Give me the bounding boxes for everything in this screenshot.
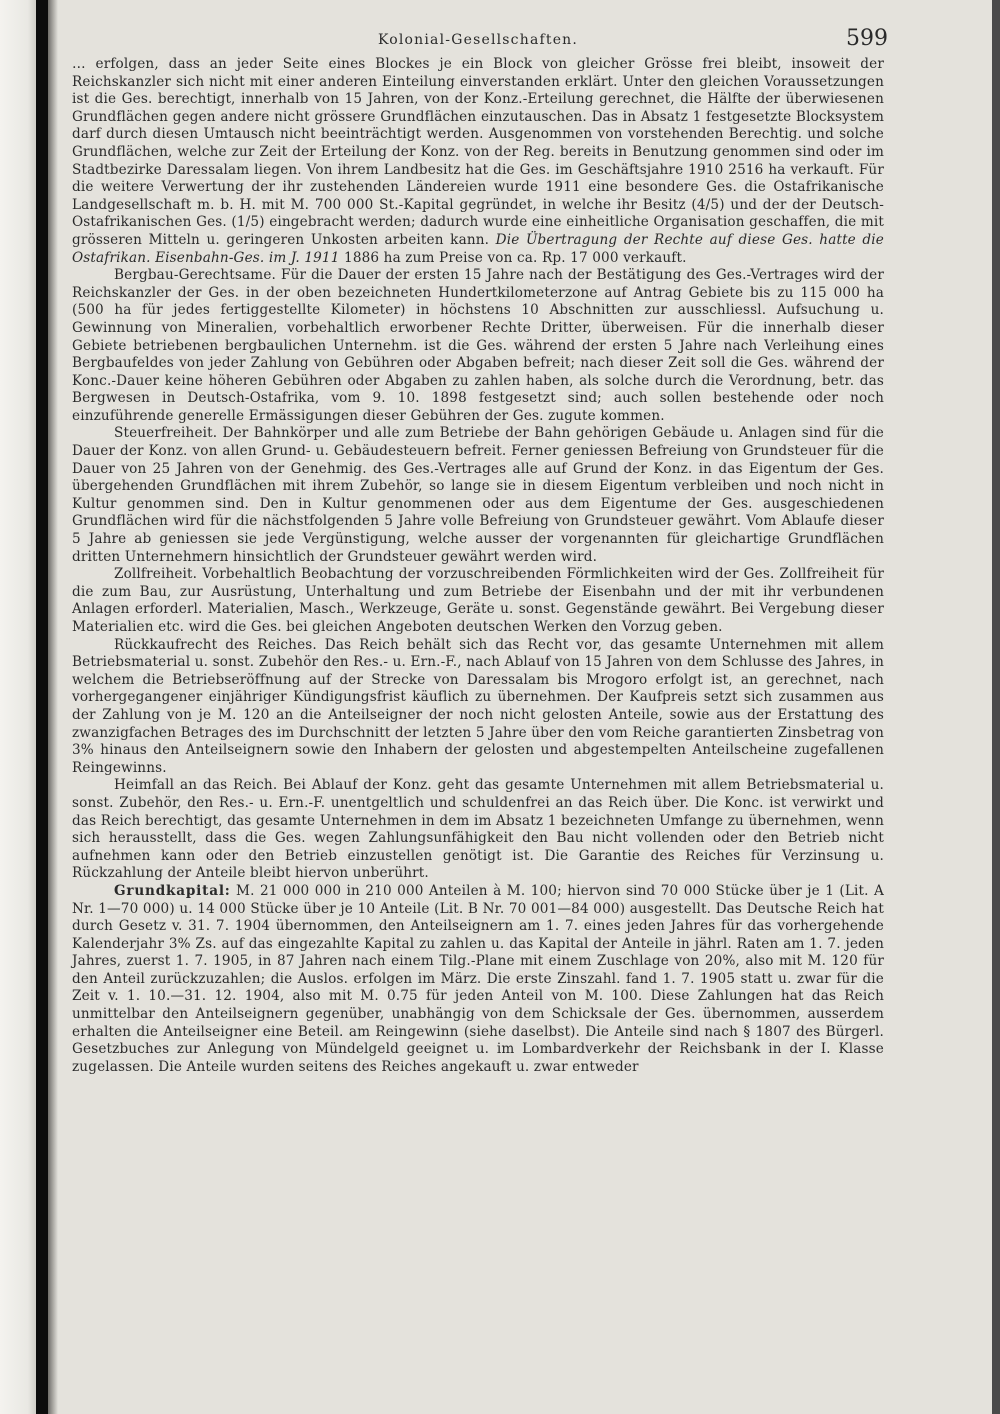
paragraph-reversion: Heimfall an das Reich. Bei Ablauf der Konz. geht das gesamte Unternehmen mit allem Betriebsmaterial u. sonst. Zubehör, den Res.- u. Ern.-F. unentgeltlich und schuldenfrei an das Reich über. Die Konc. ist verwirkt und das Reich berechtigt, das gesamte Unternehmen in dem im Absatz 1 bezeichneten Umfange zu übernehmen, wenn sich herausstellt, dass die Ges. wegen Zahlungsunfähigkeit den Bau nicht vollenden oder den Betrieb nicht aufnehmen kann oder den Betrieb einzustellen genötigt ist. Die Garantie des Reiches für Verzinsung u. Rückzahlung der Anteile bleibt hiervon unberührt. [72, 777, 884, 882]
right-scan-edge [992, 0, 1000, 1414]
running-header [72, 22, 888, 56]
running-title: Kolonial-Gesellschaften. [377, 32, 579, 48]
facing-page-edge [0, 0, 36, 1414]
paragraph-text: M. 21 000 000 in 210 000 Anteilen à M. 100; hiervon sind 70 000 Stücke über je 1 (Lit. A Nr. 1—70 000) u. 14 000 Stücke über je 10 Anteile (Lit. B Nr. 70 001—84 000) ausgestellt. Das Deutsche Reich hat durch Gesetz v. 31. 7. 1904 übernommen, den Anteilseignern am 1. 7. eines jeden Jahres für das vorhergehende Kalenderjahr 3% Zs. auf das eingezahlte Kapital zu zahlen u. das Kapital der Anteile in jährl. Raten am 1. 7. jeden Jahres, zuerst 1. 7. 1905, in 87 Jahren nach einem Tilg.-Plane mit einem Zuschlage von 20%, also mit M. 120 für den Anteil zurückzuzahlen; die Auslos. erfolgen im März. Die erste Zinszahl. fand 1. 7. 1905 statt u. zwar für die Zeit v. 1. 10.—31. 12. 1904, also mit M. 0.75 für jeden Anteil von M. 100. Diese Zahlungen hat das Reich unmittelbar den Anteilseignern gegenüber, unabhängig von dem Schicksale der Ges. übernommen, ausserdem erhalten die Anteilseigner eine Beteil. am Reingewinn (siehe daselbst). Die Anteile sind nach § 1807 des Bürgerl. Gesetzbuches zur Anlegung von Mündelgeld geeignet u. im Lombardverkehr der Reichsbank in der I. Klasse zugelassen. Die Anteile wurden seitens des Reiches angekauft u. zwar entweder [72, 882, 884, 1075]
paragraph-tax-exemption: Steuerfreiheit. Der Bahnkörper und alle zum Betriebe der Bahn gehörigen Gebäude u. Anlagen sind für die Dauer der Konz. von allen Grund- u. Gebäudesteuern befreit. Ferner geniessen Befreiung von Grundsteuer für die Dauer von 25 Jahren von der Genehmig. des Ges.-Vertrages alle auf Grund der Konz. in das Eigentum der Ges. übergehenden Grundflächen mit ihrem Zubehör, so lange sie in diesem Eigentum verbleiben und noch nicht in Kultur genommen sind. Den in Kultur genommenen oder aus dem Eigentume der Ges. ausgeschiedenen Grundflächen wird für die nächstfolgenden 5 Jahre volle Befreiung von Grundsteuer gewährt. Vom Ablaufe dieser 5 Jahre ab geniessen sie jede Vergünstigung, welche ausser der vorgenannten für gleichartige Grundflächen dritten Unternehmern hinsichtlich der Grundsteuer gewährt werden wird. [72, 425, 884, 565]
section-heading-grundkapital: Grundkapital: [114, 882, 231, 899]
paragraph-italic-text: Die Übertragung der Rechte auf diese Ges. hatte die Ostafrikan. Eisenbahn-Ges. im J. 1911 [72, 231, 884, 266]
paragraph-customs-exemption: Zollfreiheit. Vorbehaltlich Beobachtung der vorzuschreibenden Förmlichkeiten wird der Ges. Zollfreiheit für die zum Bau, zur Ausrüstung, Unterhaltung und zum Betriebe der Eisenbahn und der mit ihr verbundenen Anlagen erforderl. Materialien, Masch., Werkzeuge, Geräte u. sonst. Gegenstände gewährt. Bei Vergebung dieser Materialien etc. wird die Ges. bei gleichen Angeboten deutschen Werken den Vorzug geben. [72, 566, 884, 635]
body-text [72, 56, 884, 1076]
page-content [72, 22, 888, 1402]
paragraph-text: … erfolgen, dass an jeder Seite eines Blockes je ein Block von gleicher Grösse frei bleibt, insoweit der Reichskanzler sich nicht mit einer anderen Einteilung einverstanden erklärt. Unter den gleichen Voraussetzungen ist die Ges. berechtigt, innerhalb von 15 Jahren, von der Konz.-Erteilung gerechnet, die Hälfte der überwiesenen Grundflächen gegen andere nicht grössere Grundflächen einzutauschen. Das in Absatz 1 festgesetzte Blocksystem darf durch diesen Umtausch nicht beeinträchtigt werden. Ausgenommen von vorstehenden Berechtig. und solche Grundflächen, welche zur Zeit der Erteilung der Konz. von der Reg. bereits in Benutzung genommen sind oder im Stadtbezirke Daressalam liegen. Von ihrem Landbesitz hat die Ges. im Geschäftsjahre 1910 2516 ha verkauft. Für die weitere Verwertung der ihr zustehenden Ländereien wurde 1911 eine besondere Ges. die Ostafrikanische Landgesellschaft m. b. H. mit M. 700 000 St.-Kapital gegründet, in welche ihr Besitz (4/5) und der der Deutsch-Ostafrikanischen Ges. (1/5) eingebracht werden; dadurch wurde eine einheitliche Organisation geschaffen, die mit grösseren Mitteln u. geringeren Unkosten arbeiten kann. [72, 56, 884, 248]
paragraph-mining-rights: Bergbau-Gerechtsame. Für die Dauer der ersten 15 Jahre nach der Bestätigung des Ges.-Vertrages wird der Reichskanzler der Ges. in der oben bezeichneten Hundertkilometerzone auf Antrag Gebiete bis zu 115 000 ha (500 ha für jedes fertiggestellte Kilometer) in höchstens 10 Abschnitten zur ausschliessl. Aufsuchung u. Gewinnung von Mineralien, vorbehaltlich erworbener Rechte Dritter, überweisen. Für die innerhalb dieser Gebiete betriebenen bergbaulichen Unternehm. ist die Ges. während der ersten 5 Jahre nach Verleihung eines Bergbaufeldes von jeder Zahlung von Gebühren oder Abgaben befreit; nach dieser Zeit soll die Ges. während der Konc.-Dauer keine höheren Gebühren oder Abgaben zu zahlen haben, als solche durch die Verordnung, betr. das Bergwesen in Deutsch-Ostafrika, vom 9. 10. 1898 festgesetzt sind; auch sollen bestehende oder noch einzuführende generelle Ermässigungen dieser Gebühren der Ges. zugute kommen. [72, 267, 884, 424]
paragraph-share-capital [72, 883, 884, 1077]
paragraph-land-grants [72, 56, 884, 267]
book-spine-shadow [36, 0, 48, 1414]
paragraph-repurchase-right: Rückkaufrecht des Reiches. Das Reich behält sich das Recht vor, das gesamte Unternehmen mit allem Betriebsmaterial u. sonst. Zubehör den Res.- u. Ern.-F., nach Ablauf von 15 Jahren von dem Schlusse des Jahres, in welchem die Betriebseröffnung auf der Strecke von Daressalam bis Mrogoro erfolgt ist, an gerechnet, nach vorhergegangener einjähriger Kündigungsfrist käuflich zu übernehmen. Der Kaufpreis setzt sich zusammen aus der Zahlung von je M. 120 an die Anteilseigner der noch nicht gelosten Anteile, sowie aus der Erstattung des zwanzigfachen Betrages des im Durchschnitt der letzten 5 Jahre über den vom Reiche garantierten Zinsbetrag von 3% hinaus den Anteilseignern sowie den Inhabern der gelosten und abgestempelten Anteilscheine zugefallenen Reingewinns. [72, 636, 884, 776]
paragraph-text-tail: 1886 ha zum Preise von ca. Rp. 17 000 verkauft. [344, 249, 687, 266]
page-number: 599 [846, 26, 888, 51]
gutter-shadow [48, 0, 58, 1414]
